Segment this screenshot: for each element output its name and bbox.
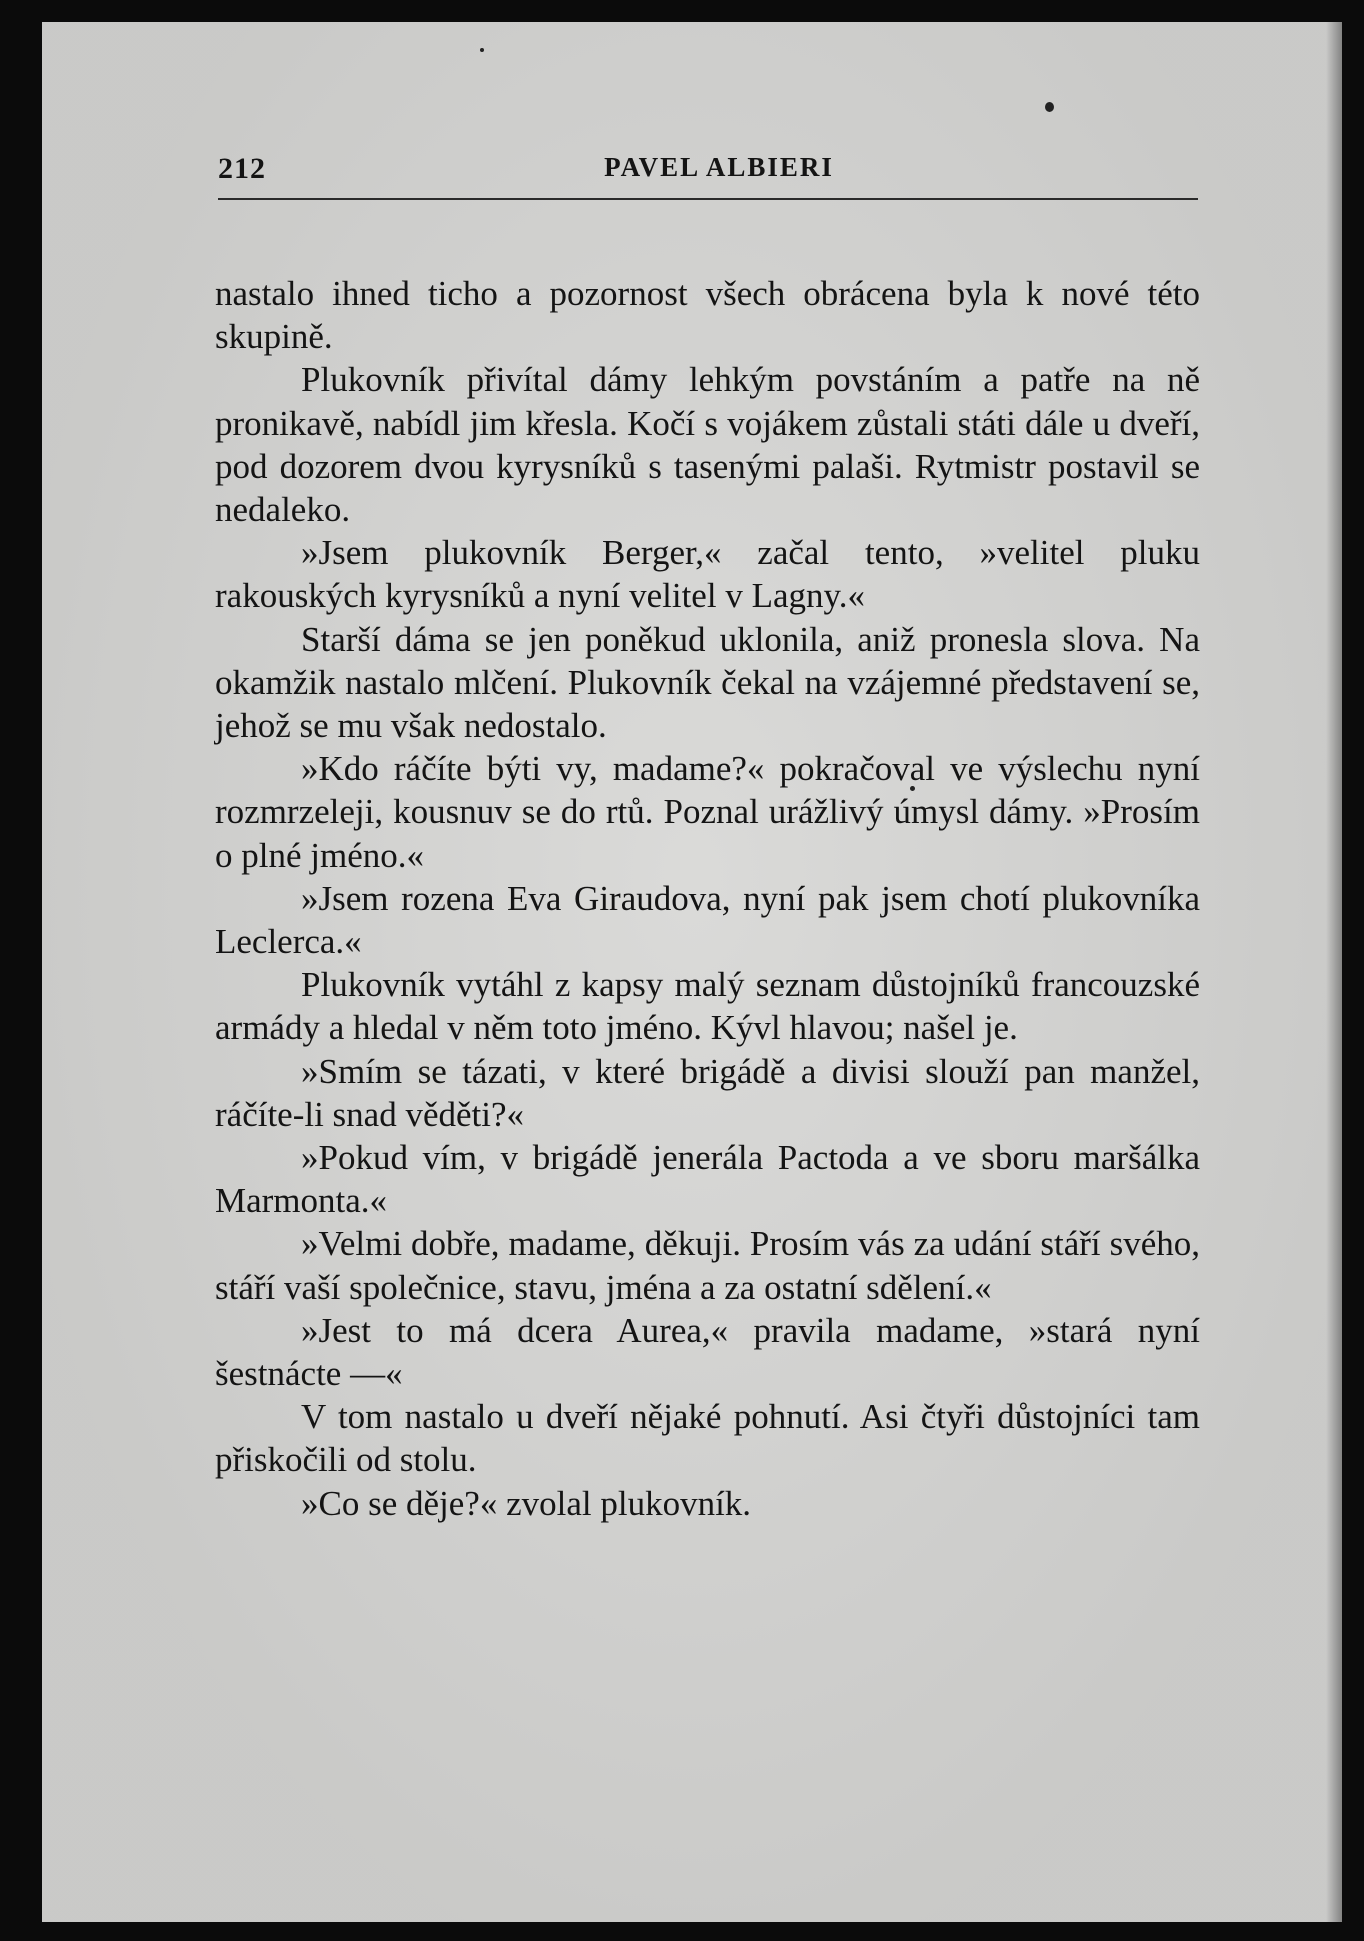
- body-text: [215, 272, 1200, 1525]
- running-head: PAVEL ALBIERI: [604, 152, 834, 182]
- paragraph: »Pokud vím, v brigádě jenerála Pactoda a ve sboru maršálka Marmonta.«: [215, 1138, 1200, 1221]
- page-header: [218, 150, 1220, 210]
- paragraph: V tom nastalo u dveří nějaké pohnutí. Asi čtyři důstojníci tam přiskočili od stolu.: [215, 1397, 1200, 1480]
- paragraph: »Velmi dobře, madame, děkuji. Prosím vás za udání stáří svého, stáří vaší společnice, stavu, jména a za ostatní sdělení.«: [215, 1224, 1200, 1307]
- page-number: 212: [218, 152, 266, 185]
- page-edge-shadow: [1326, 22, 1342, 1922]
- ink-speck: [480, 48, 484, 52]
- paragraph: nastalo ihned ticho a pozornost všech obrácena byla k nové této skupině.: [215, 274, 1200, 357]
- paragraph: »Jest to má dcera Aurea,« pravila madame, »stará nyní šestnácte —«: [215, 1310, 1200, 1394]
- paragraph: »Co se děje?« zvolal plukovník.: [301, 1483, 752, 1523]
- paragraph: Starší dáma se jen poněkud uklonila, aniž pronesla slova. Na okamžik nastalo mlčení. Plukovník čekal na vzájemné představení se, jehož se mu však nedostalo.: [215, 619, 1200, 746]
- paragraph: »Jsem rozena Eva Giraudova, nyní pak jsem chotí plukovníka Leclerca.«: [215, 878, 1200, 962]
- ink-speck: [1045, 102, 1054, 112]
- paragraph: Plukovník vytáhl z kapsy malý seznam důstojníků francouzské armády a hledal v něm toto jméno. Kývl hlavou; našel je.: [215, 965, 1200, 1048]
- paragraph: »Jsem plukovník Berger,« začal tento, »velitel pluku rakouských kyrysníků a nyní velitel v Lagny.«: [215, 533, 1200, 616]
- paragraph: »Kdo ráčíte býti vy, madame?« pokračoval ve výslechu nyní rozmrzeleji, kousnuv se do rtů. Poznal urážlivý úmysl dámy. »Prosím o plné jméno.«: [215, 749, 1200, 875]
- header-rule: [218, 198, 1198, 200]
- paragraph: »Smím se tázati, v které brigádě a divisi slouží pan manžel, ráčíte-li snad věděti?«: [215, 1051, 1200, 1134]
- paragraph: Plukovník přivítal dámy lehkým povstáním a patře na ně pronikavě, nabídl jim křesla. Kočí s vojákem zůstali státi dále u dveří, pod dozorem dvou kyrysníků s tasenými palaši. Rytmistr postavil se nedaleko.: [215, 360, 1200, 530]
